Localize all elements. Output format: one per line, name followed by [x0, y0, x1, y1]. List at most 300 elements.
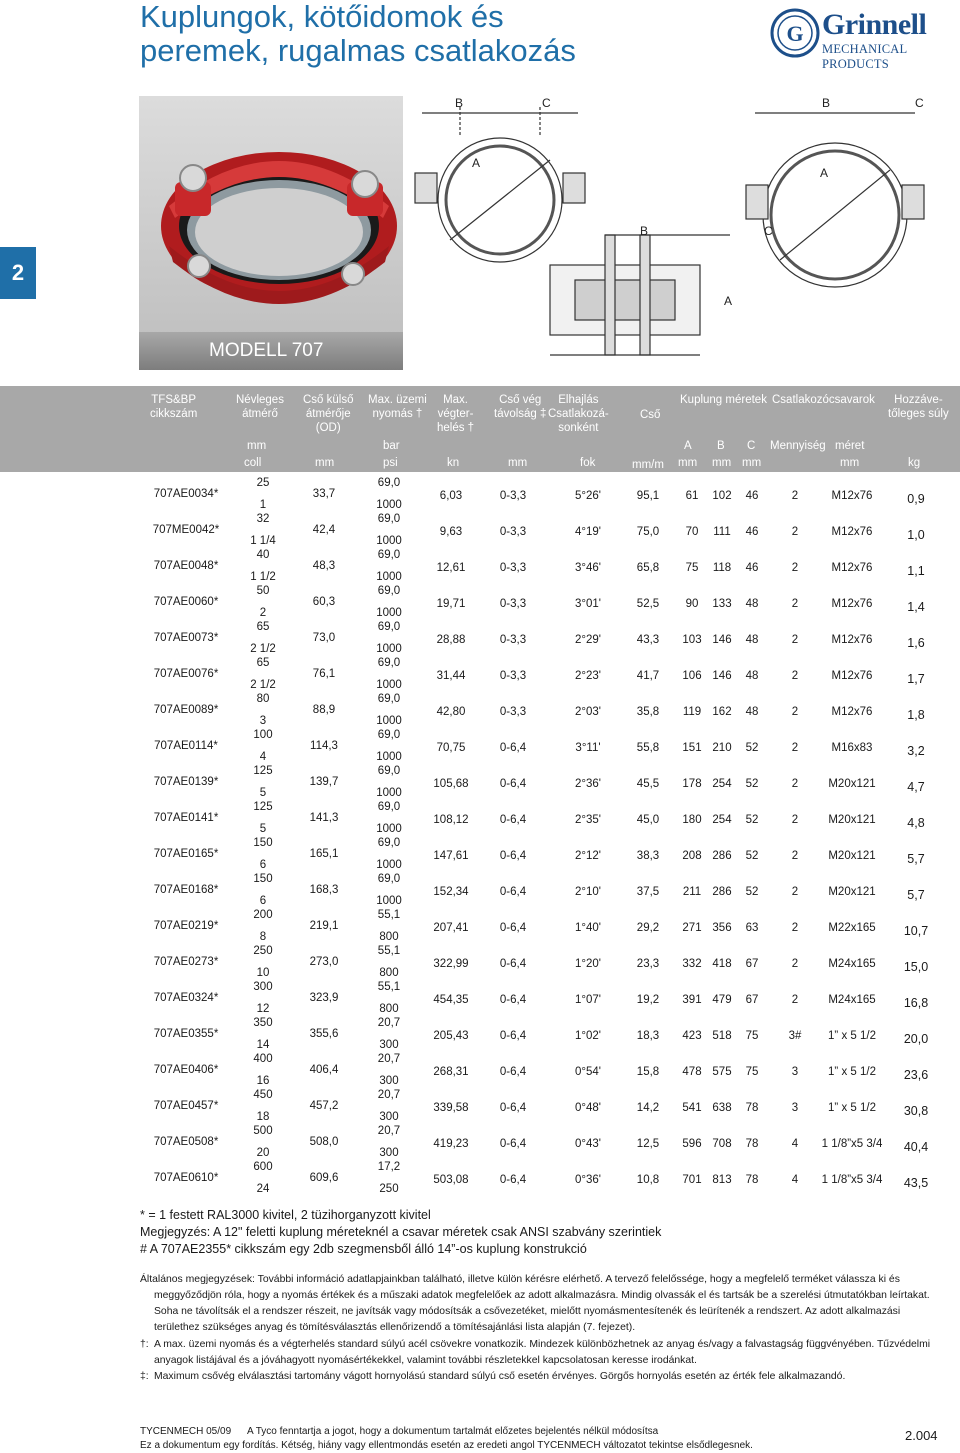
cell-nevleges-mm: 600: [253, 1161, 273, 1173]
cell-suly: 5,7: [907, 852, 925, 866]
col-header-cikkszam: TFS&BP cikkszám: [150, 394, 198, 420]
cell-meret-b: 479: [712, 994, 732, 1006]
table-row: [0, 693, 960, 729]
unit-fok: fok: [580, 457, 596, 469]
cell-nevleges-coll: 5: [259, 823, 267, 835]
cell-vegterheles: 6,03: [439, 490, 463, 502]
cell-cso: 52,5: [636, 598, 660, 610]
cell-elhajlas: 5°26': [575, 490, 601, 502]
cell-meret-a: 106: [682, 670, 702, 682]
general-note-3: Soha ne távolítsák el a rendszer részeit, ne javítsák vagy módosítsák a csővezetéket, mielőtt nyomásmentesítenék és leürítenék a rendszert. Az adott alkalmazási: [154, 1306, 901, 1317]
cell-csavar-meret: M20x121: [828, 886, 876, 898]
cell-meret-a: 180: [682, 814, 702, 826]
cell-cso: 29,2: [636, 922, 660, 934]
cell-elhajlas: 3°11': [575, 742, 601, 754]
cell-nyomas-bar: 69,0: [377, 873, 401, 885]
cell-nyomas-psi: 1000: [376, 787, 402, 799]
cell-cikkszam: 707AE0089*: [153, 704, 219, 716]
general-note-2: meggyőződjön róla, hogy a nyomás értékek és a műszaki adatok megfelelőek az adott alkalmazásra. Mindig olvassák el és tartsák be a szerelési útmutatókban leírtakat.: [154, 1290, 930, 1301]
general-note-7: Maximum csővég elválasztási tartomány vágott hornyolású standard súlyú cső esetén érvényes. Görgős hornyolás esetén az érték fele alkalmazandó.: [154, 1371, 846, 1382]
diagram-label-b3: B: [640, 224, 649, 238]
cell-elhajlas: 1°40': [575, 922, 601, 934]
cell-cso: 95,1: [636, 490, 660, 502]
table-row: [0, 765, 960, 801]
cell-elhajlas: 1°07': [575, 994, 601, 1006]
cell-od: 406,4: [309, 1064, 339, 1076]
cell-nevleges-coll: 14: [256, 1039, 270, 1051]
cell-nyomas-bar: 69,0: [377, 585, 401, 597]
table-row: [0, 837, 960, 873]
unit-mm-3: mm: [508, 457, 528, 469]
cell-csavar-db: 2: [791, 994, 799, 1006]
general-note-5: A max. üzemi nyomás és a végterhelés standard súlyú acél csövekre vonatkozik. Mindezek különbözhetnek az anyag és/vagy a falvastagság függvényében. Tűzvédelmi: [154, 1339, 931, 1350]
unit-kn: kn: [447, 457, 460, 469]
cell-meret-a: 332: [682, 958, 702, 970]
cell-csavar-db: 2: [791, 922, 799, 934]
cell-nyomas-psi: 1000: [376, 751, 402, 763]
cell-meret-a: 61: [685, 490, 699, 502]
cell-meret-c: 78: [745, 1138, 759, 1150]
cell-cikkszam: 707AE0141*: [153, 812, 219, 824]
cell-od: 88,9: [312, 704, 336, 716]
diagram-label-c2: C: [915, 96, 924, 110]
cell-vegterheles: 147,61: [433, 850, 469, 862]
cell-nevleges-coll: 5: [259, 787, 267, 799]
cell-csoveg: 0-6,4: [499, 742, 527, 754]
cell-elhajlas: 2°35': [575, 814, 601, 826]
logo-name: Grinnell: [822, 8, 927, 41]
table-row: [0, 477, 960, 513]
cell-elhajlas: 4°19': [575, 526, 601, 538]
cell-vegterheles: 268,31: [433, 1066, 469, 1078]
col-header-suly: Hozzáve- tőleges súly: [888, 394, 949, 420]
cell-meret-c: 52: [745, 886, 759, 898]
cell-csoveg: 0-3,3: [499, 562, 527, 574]
cell-nevleges-mm: 50: [256, 585, 270, 597]
cell-csavar-db: 2: [791, 886, 799, 898]
cell-csavar-meret: M20x121: [828, 850, 876, 862]
cell-cikkszam: 707AE0168*: [153, 884, 219, 896]
cell-cikkszam: 707AE0165*: [153, 848, 219, 860]
cell-meret-b: 102: [712, 490, 732, 502]
cell-meret-a: 271: [682, 922, 702, 934]
cell-nevleges-coll: 10: [256, 967, 270, 979]
cell-nevleges-mm: 65: [256, 621, 270, 633]
diagram-label-b1: B: [455, 96, 464, 110]
table-row: [0, 621, 960, 657]
grinnell-seal-icon: [770, 6, 820, 62]
cell-meret-b: 638: [712, 1102, 732, 1114]
diagram-label-b2: B: [822, 96, 831, 110]
cell-cso: 45,5: [636, 778, 660, 790]
cell-meret-c: 48: [745, 634, 759, 646]
table-row: [0, 981, 960, 1017]
cell-suly: 15,0: [903, 960, 929, 974]
cell-meret-c: 78: [745, 1174, 759, 1186]
cell-meret-c: 75: [745, 1066, 759, 1078]
cell-nyomas-bar: 55,1: [377, 909, 401, 921]
cell-nyomas-psi: 300: [379, 1111, 399, 1123]
cell-meret-b: 162: [712, 706, 732, 718]
unit-mm-B: mm: [712, 457, 732, 469]
cell-cikkszam: 707AE0457*: [153, 1100, 219, 1112]
cell-nevleges-mm: 125: [253, 765, 273, 777]
general-note-4: területhez szükséges anyag és tömítésválasztás ellenőrizendő a tömítésajánlási lista alapján (7. fejezet).: [154, 1322, 636, 1333]
cell-meret-c: 78: [745, 1102, 759, 1114]
unit-A: A: [684, 440, 692, 452]
cell-csoveg: 0-3,3: [499, 634, 527, 646]
title-line-2: peremek, rugalmas csatlakozás: [140, 33, 576, 68]
cell-elhajlas: 0°54': [575, 1066, 601, 1078]
cell-elhajlas: 1°20': [575, 958, 601, 970]
cell-nevleges-mm: 150: [253, 873, 273, 885]
cell-meret-c: 48: [745, 706, 759, 718]
unit-bar: bar: [383, 440, 400, 452]
cell-csoveg: 0-6,4: [499, 1030, 527, 1042]
cell-csavar-meret: M20x121: [828, 778, 876, 790]
cell-nevleges-mm: 150: [253, 837, 273, 849]
cell-meret-a: 596: [682, 1138, 702, 1150]
cell-meret-c: 46: [745, 490, 759, 502]
cell-nevleges-coll: 6: [259, 895, 267, 907]
cell-nevleges-coll: 2 1/2: [250, 643, 276, 655]
cell-cikkszam: 707AE0060*: [153, 596, 219, 608]
cell-cso: 41,7: [636, 670, 660, 682]
cell-meret-a: 151: [682, 742, 702, 754]
cell-nevleges-coll: 8: [259, 931, 267, 943]
cell-nevleges-mm: 25: [256, 477, 270, 489]
cell-suly: 1,6: [907, 636, 925, 650]
unit-mm-2: mm: [315, 457, 335, 469]
dagger-mark: †:: [140, 1339, 149, 1350]
cell-suly: 1,8: [907, 708, 925, 722]
cell-csavar-db: 2: [791, 742, 799, 754]
cell-nyomas-bar: 69,0: [377, 513, 401, 525]
cell-nevleges-coll: 18: [256, 1111, 270, 1123]
cell-meret-b: 254: [712, 814, 732, 826]
cell-nyomas-bar: 17,2: [377, 1161, 401, 1173]
coupling-image: [139, 96, 403, 332]
cell-csoveg: 0-6,4: [499, 886, 527, 898]
cell-nyomas-psi: 300: [379, 1039, 399, 1051]
cell-csoveg: 0-6,4: [499, 1174, 527, 1186]
col-header-od: Cső külső átmérője (OD): [303, 394, 354, 434]
cell-nevleges-coll: 2 1/2: [250, 679, 276, 691]
cell-csavar-meret: 1” x 5 1/2: [828, 1102, 876, 1114]
cell-csavar-meret: M12x76: [831, 706, 873, 718]
cell-vegterheles: 503,08: [433, 1174, 469, 1186]
model-label: MODELL 707: [209, 340, 324, 361]
cell-nyomas-bar: 69,0: [377, 621, 401, 633]
cell-csoveg: 0-6,4: [499, 994, 527, 1006]
cell-csoveg: 0-6,4: [499, 850, 527, 862]
cell-meret-c: 67: [745, 958, 759, 970]
cell-nyomas-bar: 20,7: [377, 1053, 401, 1065]
cell-nyomas-psi: 250: [379, 1183, 399, 1195]
cell-meret-b: 813: [712, 1174, 732, 1186]
cell-od: 355,6: [309, 1028, 339, 1040]
diagram-label-a2: A: [820, 166, 829, 180]
cell-nevleges-coll: 2: [259, 607, 267, 619]
cell-nevleges-coll: 16: [256, 1075, 270, 1087]
cell-suly: 0,9: [907, 492, 925, 506]
cell-meret-a: 119: [682, 706, 702, 718]
cell-csoveg: 0-6,4: [499, 1066, 527, 1078]
diagram-label-c3: C: [764, 224, 773, 238]
cell-suly: 40,4: [903, 1140, 929, 1154]
cell-csavar-db: 2: [791, 778, 799, 790]
cell-nyomas-psi: 1000: [376, 859, 402, 871]
cell-meret-c: 52: [745, 742, 759, 754]
table-row: [0, 1161, 960, 1197]
unit-coll: coll: [244, 457, 262, 469]
cell-csavar-db: 2: [791, 814, 799, 826]
cell-nevleges-mm: 125: [253, 801, 273, 813]
cell-nyomas-psi: 1000: [376, 535, 402, 547]
cell-cso: 37,5: [636, 886, 660, 898]
table-row: [0, 801, 960, 837]
cell-csavar-db: 2: [791, 526, 799, 538]
cell-nevleges-mm: 80: [256, 693, 270, 705]
cell-cso: 19,2: [636, 994, 660, 1006]
col-header-kuplung: Kuplung méretek: [680, 394, 767, 406]
cell-cso: 38,3: [636, 850, 660, 862]
cell-csoveg: 0-6,4: [499, 1102, 527, 1114]
product-photo: [139, 96, 403, 370]
note-3: # A 707AE2355* cikkszám egy 2db szegmensből álló 14”-os kuplung konstrukció: [140, 1242, 587, 1256]
footer-copyright: A Tyco fenntartja a jogot, hogy a dokumentum tartalmát előzetes bejelentés nélkül módosítsa: [247, 1426, 659, 1437]
cell-csoveg: 0-6,4: [499, 1138, 527, 1150]
cell-vegterheles: 9,63: [439, 526, 463, 538]
cell-nyomas-psi: 1000: [376, 823, 402, 835]
cell-csavar-meret: 1” x 5 1/2: [828, 1030, 876, 1042]
cell-suly: 16,8: [903, 996, 929, 1010]
cell-od: 141,3: [309, 812, 339, 824]
cell-csoveg: 0-6,4: [499, 778, 527, 790]
cell-meret-a: 701: [682, 1174, 702, 1186]
cell-nyomas-bar: 69,0: [377, 765, 401, 777]
footer-translation: Ez a dokumentum egy fordítás. Kétség, hiány vagy ellentmondás esetén az eredeti angol TYCENMECH változatot tekintse elsődlegesnek.: [140, 1440, 753, 1451]
cell-csoveg: 0-6,4: [499, 958, 527, 970]
cell-nyomas-psi: 1000: [376, 643, 402, 655]
table-row: [0, 909, 960, 945]
cell-nyomas-bar: 69,0: [377, 549, 401, 561]
dimension-diagrams: [400, 95, 960, 375]
cell-nevleges-mm: 350: [253, 1017, 273, 1029]
cell-nevleges-mm: 40: [256, 549, 270, 561]
cell-csoveg: 0-3,3: [499, 526, 527, 538]
cell-meret-c: 52: [745, 814, 759, 826]
cell-nevleges-coll: 1 1/2: [250, 571, 276, 583]
double-dagger-mark: ‡:: [140, 1371, 149, 1382]
table-row: [0, 585, 960, 621]
cell-meret-c: 52: [745, 778, 759, 790]
cell-vegterheles: 205,43: [433, 1030, 469, 1042]
unit-mm-7: mm: [840, 457, 860, 469]
general-note-6: anyagok listájával és a jóváhagyott nyomásértékekkel, valamint további részletekkel kapcsolatosan keresse irodánkat.: [154, 1355, 697, 1366]
note-1: * = 1 festett RAL3000 kivitel, 2 tüzihorganyzott kivitel: [140, 1208, 431, 1222]
cell-cso: 10,8: [636, 1174, 660, 1186]
cell-cikkszam: 707AE0273*: [153, 956, 219, 968]
cell-csavar-meret: M24x165: [828, 994, 876, 1006]
cell-csavar-meret: M22x165: [828, 922, 876, 934]
cell-meret-b: 708: [712, 1138, 732, 1150]
cell-nevleges-coll: 1 1/4: [250, 535, 276, 547]
cell-csoveg: 0-3,3: [499, 598, 527, 610]
unit-kg: kg: [908, 457, 921, 469]
cell-od: 42,4: [312, 524, 336, 536]
cell-vegterheles: 28,88: [436, 634, 466, 646]
cell-od: 508,0: [309, 1136, 339, 1148]
cell-cikkszam: 707AE0034*: [153, 488, 219, 500]
col-header-elhajlas: Elhajlás Csatlakozá- sonként: [548, 394, 609, 434]
cell-meret-b: 356: [712, 922, 732, 934]
col-header-csavarok: Csatlakozócsavarok: [772, 394, 875, 406]
cell-meret-b: 118: [712, 562, 732, 574]
cell-vegterheles: 31,44: [436, 670, 466, 682]
cell-od: 168,3: [309, 884, 339, 896]
cell-nevleges-mm: 200: [253, 909, 273, 921]
cell-vegterheles: 12,61: [436, 562, 466, 574]
cell-od: 273,0: [309, 956, 339, 968]
cell-cso: 55,8: [636, 742, 660, 754]
cell-nevleges-coll: 12: [256, 1003, 270, 1015]
cell-vegterheles: 42,80: [436, 706, 466, 718]
cell-cso: 15,8: [636, 1066, 660, 1078]
cell-meret-a: 478: [682, 1066, 702, 1078]
cell-meret-c: 46: [745, 562, 759, 574]
cell-elhajlas: 2°29': [575, 634, 601, 646]
unit-B: B: [717, 440, 725, 452]
cell-csavar-db: 3: [791, 1102, 799, 1114]
cell-od: 76,1: [312, 668, 336, 680]
cell-cso: 75,0: [636, 526, 660, 538]
cell-nyomas-bar: 69,0: [377, 693, 401, 705]
cell-nyomas-bar: 69,0: [377, 729, 401, 741]
cell-nyomas-psi: 1000: [376, 499, 402, 511]
cell-cso: 18,3: [636, 1030, 660, 1042]
cell-suly: 43,5: [903, 1176, 929, 1190]
cell-suly: 3,2: [907, 744, 925, 758]
cell-meret-c: 63: [745, 922, 759, 934]
cell-csavar-db: 4: [791, 1174, 799, 1186]
cell-nyomas-psi: 1000: [376, 679, 402, 691]
cell-cso: 23,3: [636, 958, 660, 970]
cell-vegterheles: 339,58: [433, 1102, 469, 1114]
cell-nyomas-bar: 55,1: [377, 981, 401, 993]
cell-csavar-meret: M12x76: [831, 562, 873, 574]
cell-meret-b: 286: [712, 886, 732, 898]
cell-csavar-meret: M12x76: [831, 526, 873, 538]
cell-cikkszam: 707AE0508*: [153, 1136, 219, 1148]
cell-od: 73,0: [312, 632, 336, 644]
cell-od: 48,3: [312, 560, 336, 572]
cell-csavar-db: 2: [791, 490, 799, 502]
cell-meret-b: 418: [712, 958, 732, 970]
cell-cso: 35,8: [636, 706, 660, 718]
grinnell-logo: [770, 6, 952, 71]
cell-meret-b: 575: [712, 1066, 732, 1078]
cell-nevleges-mm: 250: [253, 945, 273, 957]
cell-cikkszam: 707ME0042*: [152, 524, 220, 536]
cell-od: 33,7: [312, 488, 336, 500]
page-number: 2.004: [905, 1428, 938, 1443]
cell-od: 323,9: [309, 992, 339, 1004]
cell-meret-c: 75: [745, 1030, 759, 1042]
cell-vegterheles: 19,71: [436, 598, 466, 610]
cell-od: 457,2: [309, 1100, 339, 1112]
cell-cikkszam: 707AE0139*: [153, 776, 219, 788]
table-header-band-left: [0, 386, 139, 472]
cell-nevleges-coll: 24: [256, 1183, 270, 1195]
cell-od: 219,1: [309, 920, 339, 932]
cell-vegterheles: 152,34: [433, 886, 469, 898]
cell-suly: 1,0: [907, 528, 925, 542]
cell-nevleges-mm: 32: [256, 513, 270, 525]
cell-elhajlas: 3°46': [575, 562, 601, 574]
cell-csavar-db: 2: [791, 670, 799, 682]
diagram-label-c1: C: [542, 96, 551, 110]
cell-od: 165,1: [309, 848, 339, 860]
cell-cikkszam: 707AE0406*: [153, 1064, 219, 1076]
cell-csoveg: 0-3,3: [499, 490, 527, 502]
cell-meret-c: 67: [745, 994, 759, 1006]
cell-vegterheles: 207,41: [433, 922, 469, 934]
cell-meret-b: 111: [713, 526, 731, 538]
unit-C: C: [747, 440, 756, 452]
table-row: [0, 1089, 960, 1125]
cell-nevleges-coll: 20: [256, 1147, 270, 1159]
cell-suly: 5,7: [907, 888, 925, 902]
chapter-tab: 2: [0, 247, 36, 299]
col-header-nyomas: Max. üzemi nyomás †: [368, 394, 427, 420]
cell-csavar-meret: 1 1/8”x5 3/4: [821, 1138, 883, 1150]
diagram-label-a1: A: [472, 156, 481, 170]
cell-meret-b: 133: [712, 598, 732, 610]
table-row: [0, 1017, 960, 1053]
general-note-1: Általános megjegyzések: További információ adatlapjainkban található, illetve külön kérésre elérhető. A tervező felelőssége, hogy a megfelelő terméket válassza ki és: [140, 1274, 900, 1285]
table-row: [0, 657, 960, 693]
cell-csavar-meret: 1 1/8”x5 3/4: [821, 1174, 883, 1186]
cell-nyomas-bar: 69,0: [377, 801, 401, 813]
cell-csavar-meret: M20x121: [828, 814, 876, 826]
cell-cikkszam: 707AE0073*: [153, 632, 219, 644]
table-row: [0, 729, 960, 765]
cell-cso: 12,5: [636, 1138, 660, 1150]
cell-vegterheles: 419,23: [433, 1138, 469, 1150]
col-header-cso: Cső: [640, 409, 661, 421]
cell-elhajlas: 0°48': [575, 1102, 601, 1114]
table-row: [0, 549, 960, 585]
cell-nyomas-bar: 69,0: [377, 657, 401, 669]
table-row: [0, 1053, 960, 1089]
cell-meret-a: 211: [682, 886, 702, 898]
cell-meret-a: 90: [685, 598, 699, 610]
cell-meret-b: 254: [712, 778, 732, 790]
cell-od: 114,3: [310, 740, 338, 752]
cell-suly: 1,4: [907, 600, 925, 614]
cell-vegterheles: 70,75: [436, 742, 466, 754]
cell-meret-b: 210: [712, 742, 732, 754]
table-row: [0, 873, 960, 909]
table-row: [0, 1125, 960, 1161]
cell-meret-b: 518: [712, 1030, 732, 1042]
cell-meret-a: 178: [682, 778, 702, 790]
cell-nyomas-psi: 1000: [376, 715, 402, 727]
cell-nevleges-mm: 400: [253, 1053, 273, 1065]
cell-nyomas-bar: 55,1: [377, 945, 401, 957]
cell-elhajlas: 0°43': [575, 1138, 601, 1150]
